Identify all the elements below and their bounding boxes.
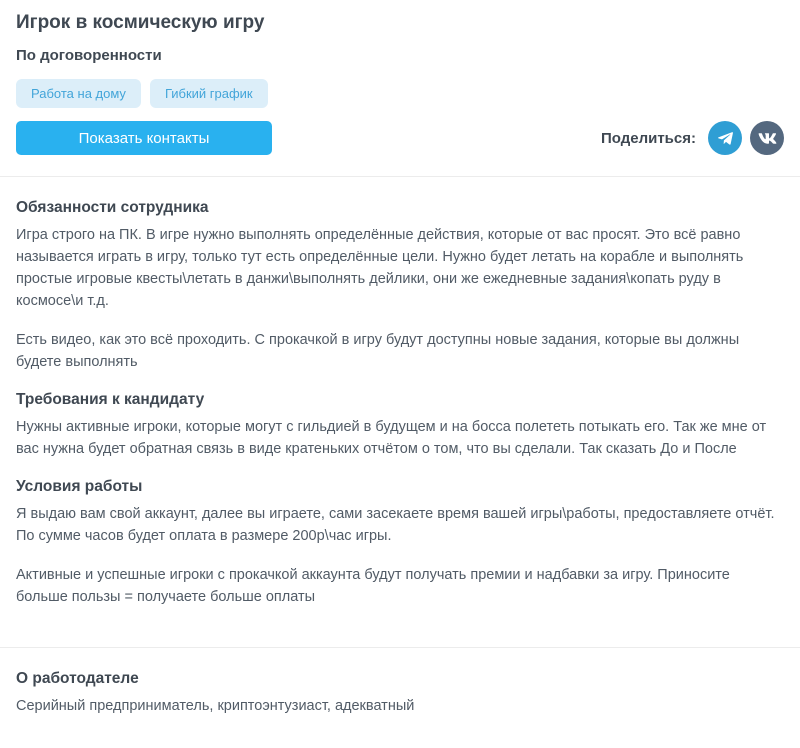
vk-share-button[interactable] <box>750 121 784 155</box>
share-block <box>601 121 784 155</box>
employer-section <box>0 647 800 748</box>
section-heading-employer: О работодателе <box>16 670 139 687</box>
share-label: Поделиться: <box>600 129 696 147</box>
conditions-paragraph-1: Я выдаю вам свой аккаунт, далее вы играете, сами засекаете время вашей игры\работы, предоставляете отчёт. По сумме часов будет оплата в размере 200р\час игры. <box>16 506 775 544</box>
employer-description: Серийный предприниматель, криптоэнтузиаст, адекватный <box>16 698 415 714</box>
page-title: Игрок в космическую игру <box>16 12 265 33</box>
section-heading-conditions: Условия работы <box>16 478 143 495</box>
tag-list <box>16 79 784 108</box>
section-heading-duties: Обязанности сотрудника <box>16 199 209 216</box>
requirements-paragraph: Нужны активные игроки, которые могут с гильдией в будущем и на босса полететь потыкать его. Так же мне от вас нужна будет обратная связь в виде кратеньких отчётом о том, что вы сделали. Так сказать До и После <box>16 419 767 457</box>
telegram-share-button[interactable] <box>708 121 742 155</box>
actions-row <box>16 121 784 155</box>
description-section <box>0 176 800 627</box>
tag-remote-work[interactable]: Работа на дому <box>16 79 141 108</box>
vacancy-header <box>0 0 800 155</box>
telegram-icon <box>717 130 734 147</box>
section-heading-requirements: Требования к кандидату <box>16 391 205 408</box>
duties-paragraph-2: Есть видео, как это всё проходить. С прокачкой в игру будут доступны новые задания, которые вы должны будете выполнять <box>16 332 740 370</box>
salary-text: По договоренности <box>16 47 162 64</box>
conditions-paragraph-2: Активные и успешные игроки с прокачкой аккаунта будут получать премии и надбавки за игру. Приносите больше пользы = получаете больше оплаты <box>16 567 730 605</box>
tag-flexible-schedule[interactable]: Гибкий график <box>150 79 268 108</box>
show-contacts-button[interactable]: Показать контакты <box>16 121 272 155</box>
vk-icon <box>758 130 777 147</box>
duties-paragraph-1: Игра строго на ПК. В игре нужно выполнять определённые действия, которые от вас просят. Это всё равно называется играть в игру, только тут есть определённые цели. Нужно будет летать на корабле и выполнять простые игровые квесты\летать в данжи\выполнять дейлики, они же ежедневные задания\копать руду в космосе\и т.д. <box>16 227 744 309</box>
